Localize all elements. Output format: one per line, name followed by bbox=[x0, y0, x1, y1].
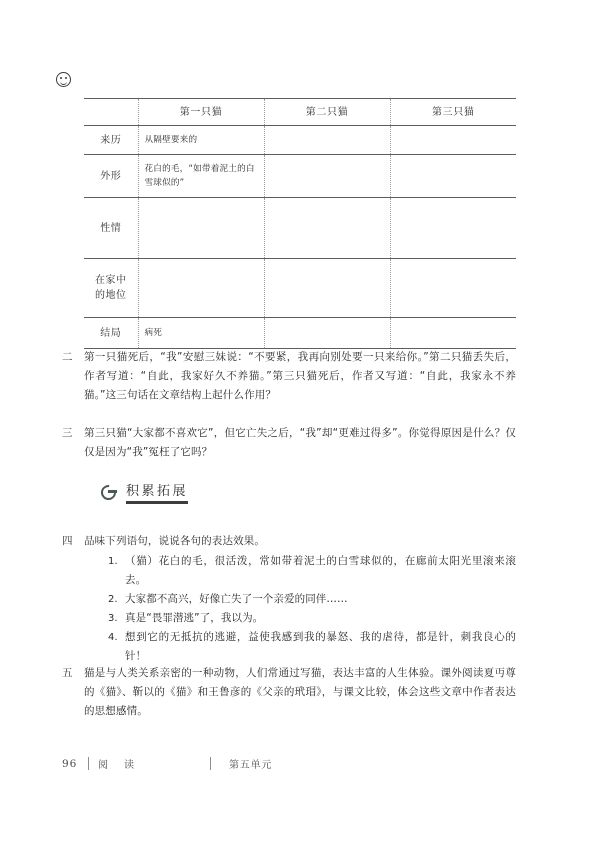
page-number: 96 bbox=[62, 757, 78, 770]
table-row bbox=[84, 318, 516, 349]
section-title: 积累拓展 bbox=[126, 484, 189, 499]
footer-divider-2 bbox=[210, 757, 211, 770]
table-header-cat2: 第二只猫 bbox=[264, 99, 390, 126]
cell-origin-cat3 bbox=[390, 126, 516, 155]
question-text-5: 猫是与人类关系亲密的一种动物，人们常通过写猫，表达丰富的人生体验。课外阅读夏丏尊的《猫》、靳以的《猫》和王鲁彦的《父亲的玳瑁》，与课文比较，体会这些文章中作者表达的思想感情。 bbox=[84, 667, 516, 717]
question-4-sublist bbox=[84, 552, 516, 666]
cell-appearance-cat3 bbox=[390, 155, 516, 198]
table-header-cat3: 第三只猫 bbox=[390, 99, 516, 126]
table-row bbox=[84, 198, 516, 259]
question-item-5 bbox=[62, 664, 520, 721]
question-item-4 bbox=[62, 532, 520, 666]
list-item bbox=[108, 628, 516, 666]
row-label-temperament: 性情 bbox=[84, 198, 138, 259]
page-footer bbox=[62, 756, 272, 771]
cell-status-cat3 bbox=[390, 259, 516, 318]
table-header-cat1: 第一只猫 bbox=[138, 99, 264, 126]
cell-ending-cat2 bbox=[264, 318, 390, 349]
cell-origin-cat2 bbox=[264, 126, 390, 155]
list-item bbox=[108, 609, 516, 628]
question-number-3: 三 bbox=[62, 427, 74, 439]
table-header-blank bbox=[84, 99, 138, 126]
cat-comparison-table bbox=[84, 98, 516, 349]
cell-origin-cat1: 从隔壁要来的 bbox=[138, 126, 264, 155]
question-text-4: 品味下列语句，说说各句的表达效果。 bbox=[84, 535, 266, 547]
table-row bbox=[84, 126, 516, 155]
smiley-face-icon bbox=[56, 72, 71, 87]
sub-number-1: 1. bbox=[108, 556, 118, 567]
sub-text-1: （猫）花白的毛，很活泼，常如带着泥土的白雪球似的，在廊前太阳光里滚来滚去。 bbox=[125, 555, 516, 586]
cell-temperament-cat1 bbox=[138, 198, 264, 259]
list-item bbox=[108, 552, 516, 590]
question-number-5: 五 bbox=[62, 667, 74, 679]
smiley-eye-right bbox=[65, 77, 67, 79]
question-number-2: 二 bbox=[62, 351, 74, 363]
circular-arrow-icon bbox=[100, 484, 119, 503]
cell-ending-cat3 bbox=[390, 318, 516, 349]
section-underline bbox=[126, 501, 188, 504]
cell-ending-cat1: 病死 bbox=[138, 318, 264, 349]
question-text-2: 第一只猫死后，“我”安慰三妹说：“不要紧，我再向别处要一只来给你。”第二只猫丢失后，作者写道：“自此，我家好久不养猫。”第三只猫死后，作者又写道：“自此，我家永不养猫。”这三句话在文章结构上起什么作用？ bbox=[84, 351, 516, 401]
footer-unit-label: 第五单元 bbox=[229, 760, 273, 771]
question-item-2 bbox=[62, 348, 520, 405]
row-label-status bbox=[84, 259, 138, 318]
cell-appearance-cat1: 花白的毛，“如带着泥土的白雪球似的” bbox=[138, 155, 264, 198]
sub-text-3: 真是“畏罪潜逃”了，我以为。 bbox=[125, 612, 264, 624]
section-heading bbox=[100, 483, 188, 504]
circular-arrow-bar bbox=[108, 490, 117, 493]
sub-text-2: 大家都不高兴，好像亡失了一个亲爱的同伴…… bbox=[125, 593, 348, 605]
row-label-ending: 结局 bbox=[84, 318, 138, 349]
table-header-row bbox=[84, 99, 516, 126]
question-item-3 bbox=[62, 424, 520, 462]
question-text-3: 第三只猫“大家都不喜欢它”，但它亡失之后，“我”却“更难过得多”。你觉得原因是什么？仅仅是因为“我”冤枉了它吗？ bbox=[84, 427, 516, 458]
row-label-origin: 来历 bbox=[84, 126, 138, 155]
sub-number-4: 4. bbox=[108, 632, 118, 643]
row-label-status-line1: 在家中 bbox=[95, 275, 127, 286]
table-row bbox=[84, 155, 516, 198]
sub-text-4: 想到它的无抵抗的逃避，益使我感到我的暴怒、我的虐待，都是针，刺我良心的针！ bbox=[125, 631, 516, 662]
section-title-wrapper bbox=[126, 483, 188, 504]
list-item bbox=[108, 590, 516, 609]
cell-temperament-cat2 bbox=[264, 198, 390, 259]
row-label-appearance: 外形 bbox=[84, 155, 138, 198]
question-number-4: 四 bbox=[62, 535, 74, 547]
cell-status-cat2 bbox=[264, 259, 390, 318]
cell-status-cat1 bbox=[138, 259, 264, 318]
footer-section-label: 阅 读 bbox=[98, 760, 137, 771]
cell-appearance-cat2 bbox=[264, 155, 390, 198]
smiley-mouth bbox=[60, 80, 67, 85]
sub-number-2: 2. bbox=[108, 594, 118, 605]
footer-divider-1 bbox=[88, 757, 89, 770]
table-row bbox=[84, 259, 516, 318]
smiley-eye-left bbox=[60, 77, 62, 79]
sub-number-3: 3. bbox=[108, 613, 118, 624]
row-label-status-line2: 的地位 bbox=[95, 290, 127, 301]
cell-temperament-cat3 bbox=[390, 198, 516, 259]
cat-comparison-table-wrapper bbox=[84, 98, 516, 349]
